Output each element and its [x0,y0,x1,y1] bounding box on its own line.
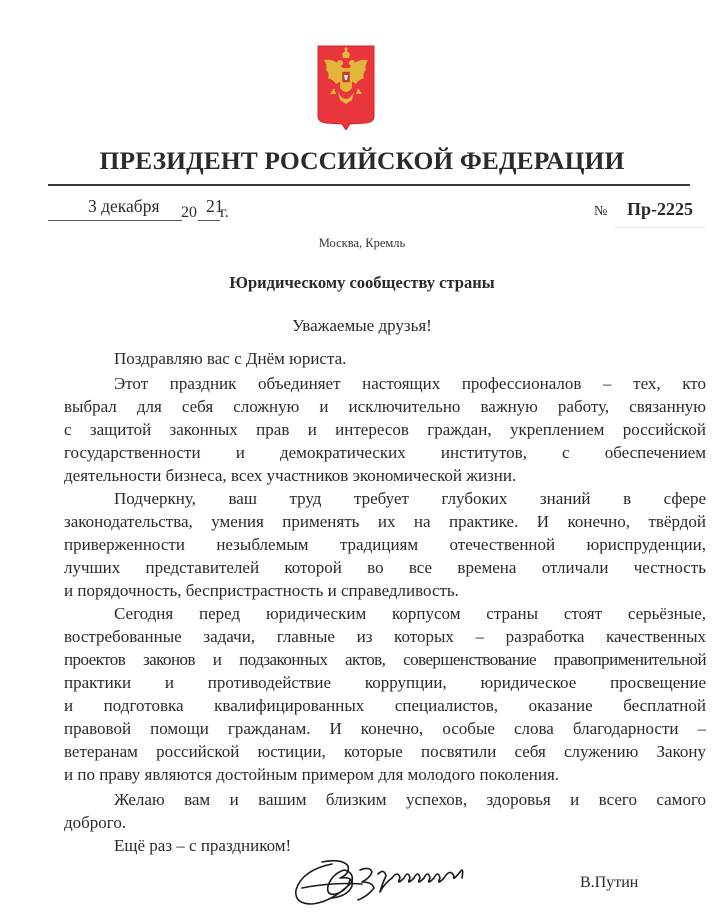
body-line: законодательства, умения применять их на практике. И конечно, твёрдой [64,512,706,531]
body-line: лучших представителей которой во все времена отличали честность [64,558,706,577]
body-line: проектов законов и подзаконных актов, совершенствование правоприменительной [64,650,706,669]
date-day-month: 3 декабря [88,196,160,216]
body-line: деятельности бизнеса, всех участников экономической жизни. [64,466,517,485]
signer-name: В.Путин [580,874,639,891]
number-sign: № [594,204,608,219]
body-line: практики и противодействие коррупции, юридическое просвещение [64,673,706,692]
header-rule [48,184,690,186]
body-line: доброго. [64,813,127,832]
body-line: Желаю вам и вашим близким успехов, здоровья и всего самого [114,790,706,809]
body-line: Подчеркну, ваш труд требует глубоких знаний в сфере [114,489,706,508]
document-heading: ПРЕЗИДЕНТ РОССИЙСКОЙ ФЕДЕРАЦИИ [99,146,625,175]
letter-addressee: Юридическому сообществу страны [229,273,495,292]
date-underline [48,220,182,221]
date-year: 21 [206,196,224,216]
body-line: ветеранам российской юстиции, которые посвятили себя служению Закону [64,742,706,761]
date-century: 20 [181,204,197,221]
body-line: с защитой законных прав и интересов граждан, укреплением российской [64,420,706,439]
body-line: Этот праздник объединяет настоящих профессионалов – тех, кто [114,374,706,393]
body-line: и подготовка квалифицированных специалистов, оказание бесплатной [64,696,706,715]
body-line: и порядочность, беспристрастность и справедливость. [64,581,459,600]
year-underline [198,220,220,221]
date-suffix: г. [220,204,229,221]
handwritten-signature [292,852,492,910]
body-line: Поздравляю вас с Днём юриста. [114,349,347,368]
body-line: приверженности незыблемым традициям отечественной юриспруденции, [64,535,706,554]
body-line: государственности и демократических институтов, с обеспечением [64,443,706,462]
body-line: выбрал для себя сложную и исключительно важную работу, связанную [64,397,706,416]
body-line: Ещё раз – с праздником! [114,836,292,855]
letter-salutation: Уважаемые друзья! [292,316,432,335]
document-number: Пр-2225 [627,199,694,219]
body-line: и по праву являются достойным примером для молодого поколения. [64,765,560,784]
body-line: Сегодня перед юридическим корпусом страны стоят серьёзные, [114,604,706,623]
body-line: востребованные задачи, главные из которых – разработка качественных [64,627,706,646]
coat-of-arms-emblem [316,44,376,130]
body-line: правовой помощи гражданам. И конечно, особые слова благодарности – [64,719,706,738]
number-underline [614,227,706,228]
document-place: Москва, Кремль [318,236,406,250]
